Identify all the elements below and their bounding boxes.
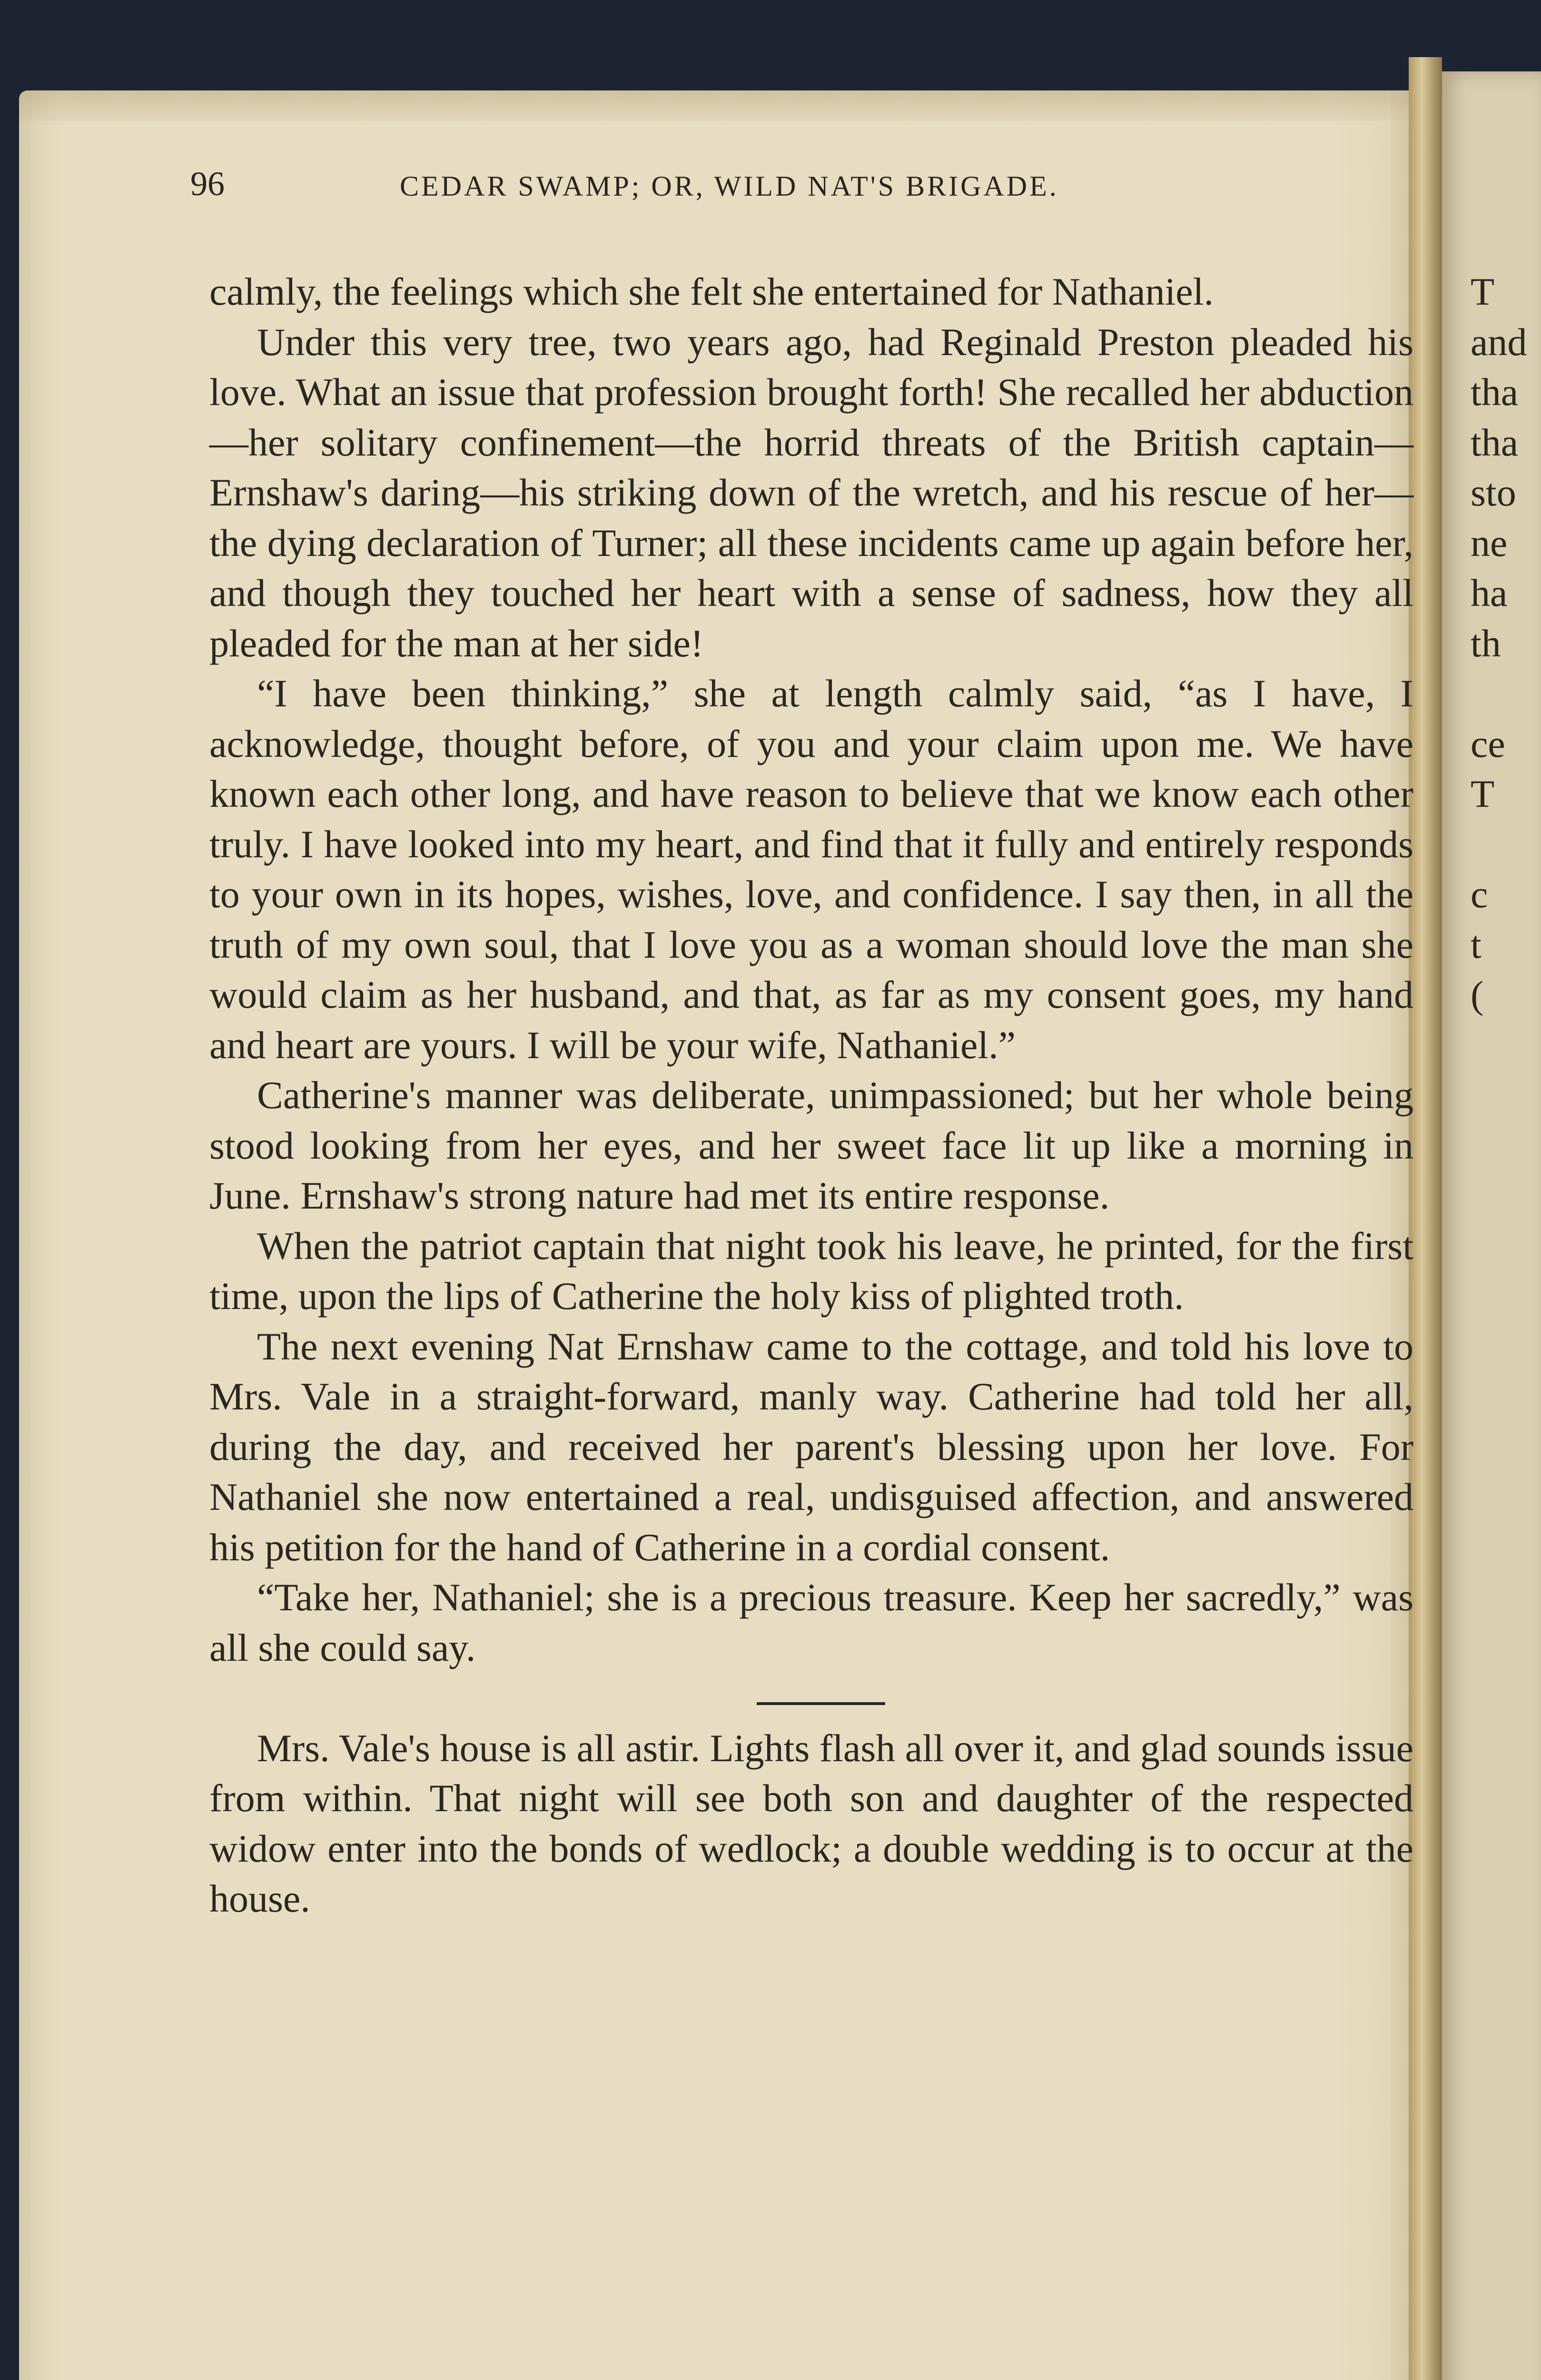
section-divider-rule <box>757 1702 885 1705</box>
paragraph: “Take her, Nathaniel; she is a precious treasure. Keep her sacredly,” was all she could say. <box>209 1576 1413 1669</box>
section-break <box>209 1673 1413 1723</box>
fragment: ce <box>1471 722 1505 765</box>
fragment: and <box>1471 320 1527 364</box>
fragment: c <box>1471 873 1488 916</box>
paragraph: “I have been thinking,” she at length calmly said, “as I have, I acknowledge, thought before, of you and your claim upon me. We have known each other long, and have reason to believe that we know each other truly. I have looked into my heart, and find that it fully and entirely responds to your own in its hopes, wishes, love, and confidence. I say then, in all the truth of my own soul, that I love you as a woman should love the man she would claim as her husband, and that, as far as my consent goes, my hand and heart are yours. I will be your wife, Nathaniel.” <box>209 672 1413 1067</box>
fragment <box>1471 819 1537 870</box>
fragment: tha <box>1471 370 1519 414</box>
running-head-title: CEDAR SWAMP; OR, WILD NAT'S BRIGADE. <box>400 170 1059 202</box>
fragment: T <box>1471 270 1495 313</box>
paragraph: calmly, the feelings which she felt she entertained for Nathaniel. <box>209 270 1214 313</box>
fragment: t <box>1471 922 1482 966</box>
fragment: sto <box>1471 471 1516 514</box>
adjacent-page-text <box>1471 267 1537 1020</box>
fragment: th <box>1471 621 1501 665</box>
paragraph: When the patriot captain that night took his leave, he printed, for the first time, upon the lips of Catherine the holy kiss of plighted troth. <box>209 1224 1413 1318</box>
fragment: ( <box>1471 973 1484 1016</box>
page-number: 96 <box>190 165 225 203</box>
paragraph: The next evening Nat Ernshaw came to the cottage, and told his love to Mrs. Vale in a straight-forward, manly way. Catherine had told her all, during the day, and received her parent's blessing upon her love. For Nathaniel she now entertained a real, undisguised affection, and answered his petition for the hand of Catherine in a cordial consent. <box>209 1324 1413 1569</box>
running-head <box>190 164 1428 221</box>
body-text <box>209 267 1413 1924</box>
paragraph: Catherine's manner was deliberate, unimpassioned; but her whole being stood looking from her eyes, and her sweet face lit up like a morning in June. Ernshaw's strong nature had met its entire response. <box>209 1073 1413 1217</box>
fragment: ha <box>1471 571 1508 615</box>
paragraph: Under this very tree, two years ago, had Reginald Preston pleaded his love. What an issue that profession brought forth! She recalled her abduction—her solitary confinement—the horrid threats of the British captain—Ernshaw's daring—his striking down of the wretch, and his rescue of her—the dying declaration of Turner; all these incidents came up again before her, and though they touched her heart with a sense of sadness, how they all pleaded for the man at her side! <box>209 320 1413 665</box>
book-spine <box>1409 57 1442 2380</box>
fragment: tha <box>1471 420 1519 464</box>
fragment: T <box>1471 772 1495 815</box>
fragment <box>1471 668 1537 719</box>
fragment: ne <box>1471 521 1508 565</box>
paragraph: Mrs. Vale's house is all astir. Lights flash all over it, and glad sounds issue from within. That night will see both son and daughter of the respected widow enter into the bonds of wedlock; a double wedding is to occur at the house. <box>209 1726 1413 1920</box>
